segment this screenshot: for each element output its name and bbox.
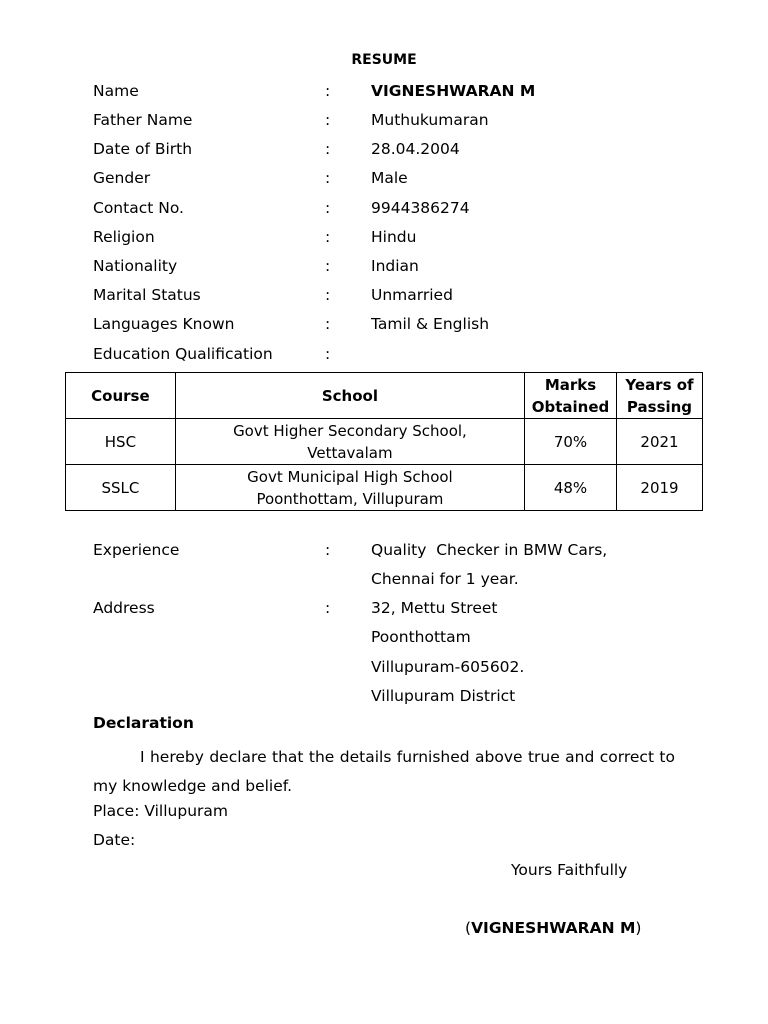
- experience-colon: :: [325, 541, 331, 559]
- detail-value: Tamil & English: [371, 315, 490, 333]
- declaration-date: Date:: [93, 831, 136, 849]
- detail-value: Muthukumaran: [371, 111, 489, 129]
- detail-value: Indian: [371, 257, 419, 275]
- experience-line: Quality Checker in BMW Cars,: [371, 541, 608, 559]
- declaration-heading: Declaration: [93, 714, 194, 732]
- detail-label: Name: [93, 82, 139, 100]
- detail-colon: :: [325, 257, 331, 275]
- detail-colon: :: [325, 169, 331, 187]
- detail-colon: :: [325, 111, 331, 129]
- column-header-course: Course: [66, 373, 176, 419]
- header-line: Years of: [625, 375, 694, 394]
- cell-marks: 70%: [525, 419, 617, 465]
- declaration-place: Place: Villupuram: [93, 802, 228, 820]
- header-line: Passing: [626, 397, 693, 416]
- experience-line: Chennai for 1 year.: [371, 570, 519, 588]
- page-title: RESUME: [351, 52, 417, 68]
- school-line: Poonthottam, Villupuram: [256, 489, 444, 508]
- header-line: Marks: [544, 375, 597, 394]
- detail-value: 28.04.2004: [371, 140, 460, 158]
- column-header-years: [617, 373, 703, 419]
- table-row: [66, 465, 703, 511]
- cell-school: [175, 419, 524, 465]
- signature: [465, 919, 641, 937]
- cell-marks: 48%: [525, 465, 617, 511]
- cell-school: [175, 465, 524, 511]
- school-line: Vettavalam: [307, 443, 393, 462]
- address-label: Address: [93, 599, 155, 617]
- detail-colon: :: [325, 82, 331, 100]
- column-header-marks: [525, 373, 617, 419]
- signature-name: VIGNESHWARAN M: [471, 919, 636, 937]
- experience-label: Experience: [93, 541, 180, 559]
- detail-label: Languages Known: [93, 315, 235, 333]
- address-line: Poonthottam: [371, 628, 471, 646]
- declaration-text: I hereby declare that the details furnished above true and correct to my knowledge and belief.: [93, 748, 675, 795]
- table-header-row: [66, 373, 703, 419]
- detail-value: Hindu: [371, 228, 417, 246]
- column-header-school: School: [175, 373, 524, 419]
- detail-label: Nationality: [93, 257, 178, 275]
- school-line: Govt Municipal High School: [247, 467, 453, 486]
- detail-label: Father Name: [93, 111, 193, 129]
- detail-value: Unmarried: [371, 286, 453, 304]
- detail-colon: :: [325, 199, 331, 217]
- detail-value: Male: [371, 169, 408, 187]
- detail-label: Religion: [93, 228, 155, 246]
- detail-label: Contact No.: [93, 199, 184, 217]
- detail-colon: :: [325, 286, 331, 304]
- detail-label: Marital Status: [93, 286, 201, 304]
- cell-course: SSLC: [66, 465, 176, 511]
- education-table: [65, 372, 703, 511]
- cell-year: 2021: [617, 419, 703, 465]
- address-colon: :: [325, 599, 331, 617]
- detail-value: VIGNESHWARAN M: [371, 82, 536, 100]
- signature-open-paren: (: [465, 919, 472, 937]
- detail-value: 9944386274: [371, 199, 470, 217]
- detail-label: Date of Birth: [93, 140, 193, 158]
- cell-course: HSC: [66, 419, 176, 465]
- detail-colon: :: [325, 140, 331, 158]
- detail-colon: :: [325, 345, 331, 363]
- detail-label: Gender: [93, 169, 151, 187]
- address-line: 32, Mettu Street: [371, 599, 498, 617]
- cell-year: 2019: [617, 465, 703, 511]
- detail-colon: :: [325, 315, 331, 333]
- detail-label: Education Qualification: [93, 345, 273, 363]
- school-line: Govt Higher Secondary School,: [233, 421, 467, 440]
- address-line: Villupuram District: [371, 687, 516, 705]
- table-row: [66, 419, 703, 465]
- signature-close-paren: ): [635, 919, 642, 937]
- closing-text: Yours Faithfully: [511, 861, 628, 879]
- header-line: Obtained: [531, 397, 610, 416]
- detail-colon: :: [325, 228, 331, 246]
- address-line: Villupuram-605602.: [371, 658, 525, 676]
